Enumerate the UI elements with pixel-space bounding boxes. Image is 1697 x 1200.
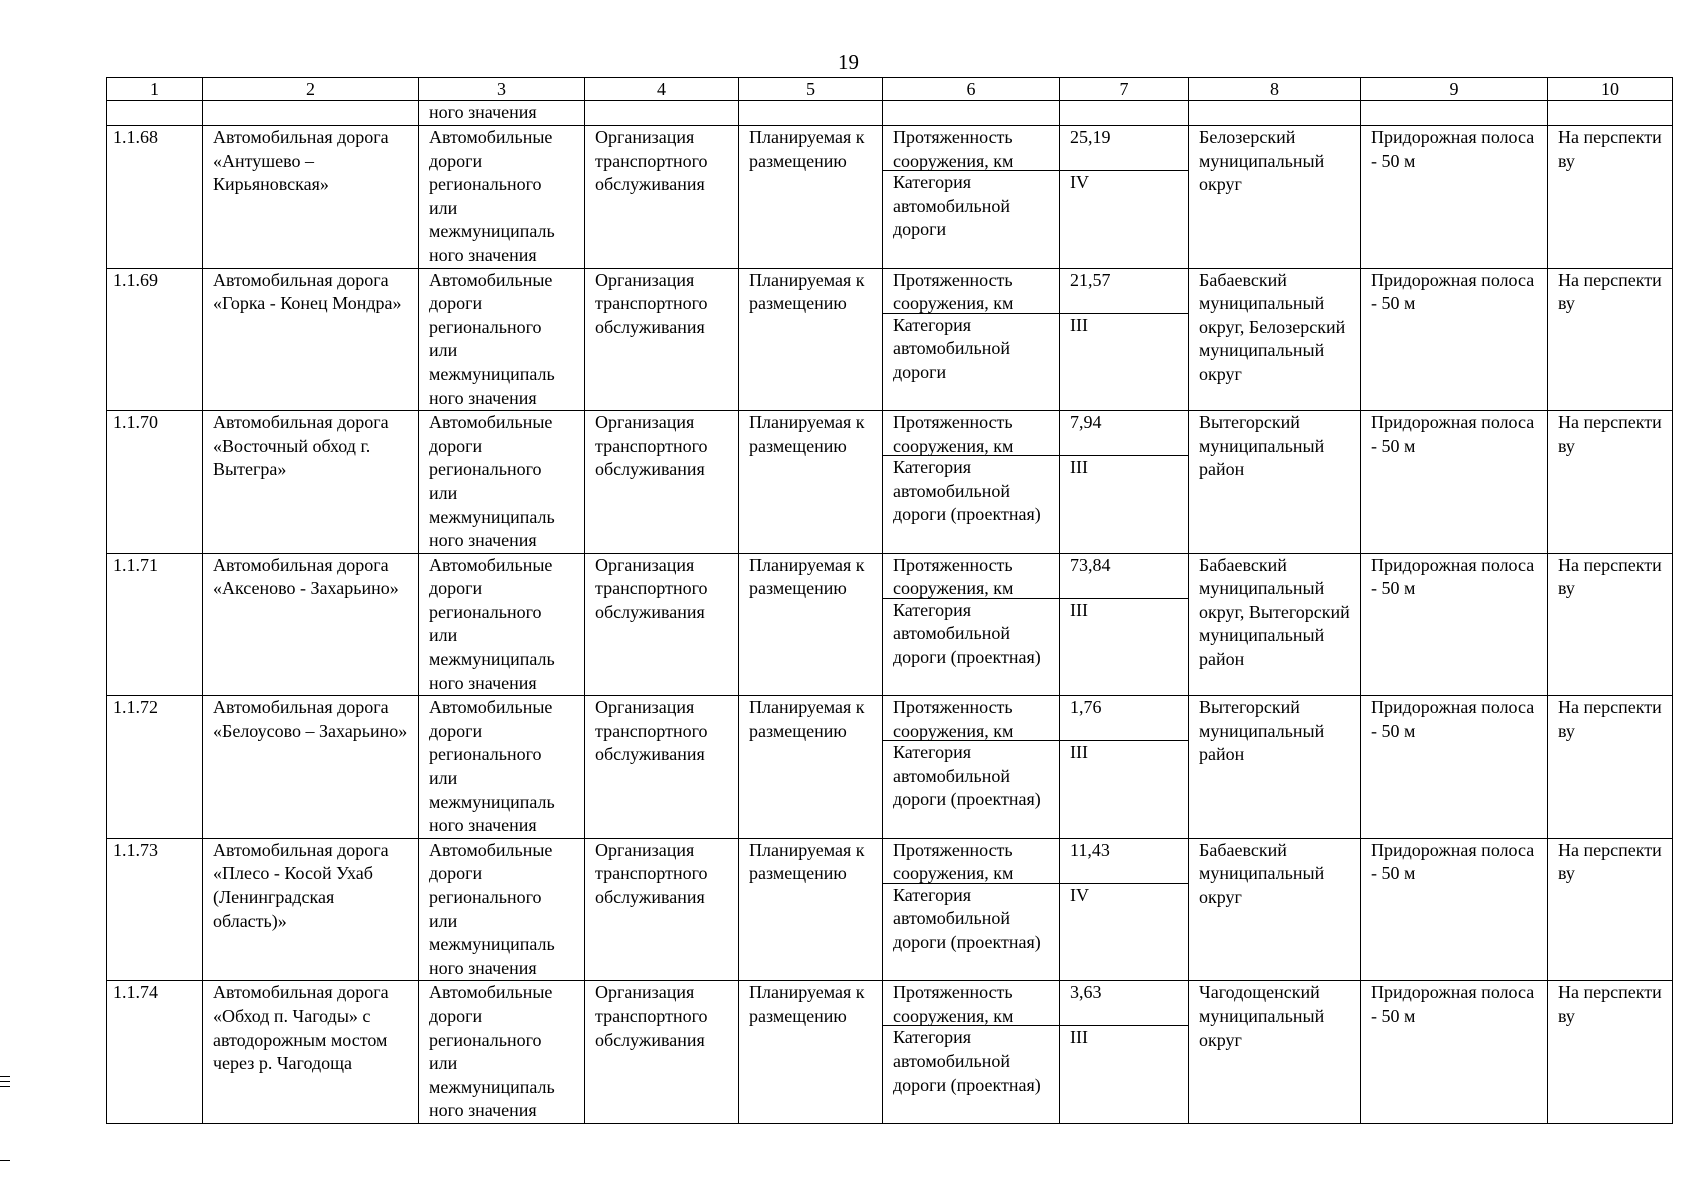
length-value: 7,94 [1060,411,1188,456]
category-value: III [1070,599,1088,620]
object-location: Белозерский муниципальный округ [1189,126,1361,269]
object-location: Чагодощенский муниципальный округ [1189,981,1361,1124]
char-length-label: Протяженность сооружения, км [883,696,1059,741]
object-status: Планируемая к размещению [739,981,883,1124]
char-category-label: Категория автомобильной дороги [893,314,1010,382]
category-value: III [1070,1027,1088,1048]
object-type: Автомобильные дороги регионального или межмуниципаль ного значения [419,981,585,1124]
object-type: Автомобильные дороги регионального или межмуниципаль ного значения [419,126,585,269]
table-row [107,268,1673,411]
header-cell: 6 [883,78,1060,101]
object-name: Автомобильная дорога «Белоусово – Захарьино» [203,696,419,839]
object-purpose: Организация транспортного обслуживания [585,411,739,554]
characteristics-cell [883,553,1060,696]
char-category-label: Категория автомобильной дороги (проектная) [893,1027,1041,1095]
object-type: Автомобильные дороги регионального или межмуниципаль ного значения [419,268,585,411]
object-name: Автомобильная дорога «Обход п. Чагоды» с автодорожным мостом через р. Чагодоща [203,981,419,1124]
char-length-label: Протяженность сооружения, км [883,126,1059,171]
header-cell: 3 [419,78,585,101]
char-category-label: Категория автомобильной дороги [893,172,1010,240]
char-category-label: Категория автомобильной дороги (проектная) [893,599,1041,667]
header-cell: 7 [1060,78,1189,101]
object-status: Планируемая к размещению [739,126,883,269]
row-id: 1.1.71 [107,553,203,696]
table-row [107,553,1673,696]
header-cell: 1 [107,78,203,101]
char-length-label: Протяженность сооружения, км [883,839,1059,884]
object-term: На перспекти ву [1548,553,1673,696]
object-type: Автомобильные дороги регионального или межмуниципаль ного значения [419,553,585,696]
continuation-row [107,101,1673,126]
object-term: На перспекти ву [1548,981,1673,1124]
length-value: 73,84 [1060,554,1188,599]
row-id: 1.1.72 [107,696,203,839]
row-id: 1.1.69 [107,268,203,411]
margin-mark [0,1076,10,1077]
object-zone: Придорожная полоса - 50 м [1361,981,1548,1124]
category-value: III [1070,314,1088,335]
char-length-label: Протяженность сооружения, км [883,554,1059,599]
row-id: 1.1.70 [107,411,203,554]
object-name: Автомобильная дорога «Аксеново - Захарьино» [203,553,419,696]
category-value: III [1070,742,1088,763]
values-cell [1060,696,1189,839]
object-zone: Придорожная полоса - 50 м [1361,553,1548,696]
object-zone: Придорожная полоса - 50 м [1361,268,1548,411]
length-value: 11,43 [1060,839,1188,884]
table-row [107,126,1673,269]
object-type: Автомобильные дороги регионального или межмуниципаль ного значения [419,838,585,981]
char-length-label: Протяженность сооружения, км [883,269,1059,314]
object-zone: Придорожная полоса - 50 м [1361,411,1548,554]
object-zone: Придорожная полоса - 50 м [1361,696,1548,839]
characteristics-cell [883,838,1060,981]
object-term: На перспекти ву [1548,696,1673,839]
values-cell [1060,268,1189,411]
object-location: Вытегорский муниципальный район [1189,411,1361,554]
object-location: Бабаевский муниципальный округ, Белозерский муниципальный округ [1189,268,1361,411]
char-category-label: Категория автомобильной дороги (проектная) [893,884,1041,952]
object-status: Планируемая к размещению [739,553,883,696]
object-status: Планируемая к размещению [739,696,883,839]
header-cell: 5 [739,78,883,101]
margin-mark [0,1086,10,1087]
table-row [107,838,1673,981]
object-purpose: Организация транспортного обслуживания [585,838,739,981]
characteristics-cell [883,268,1060,411]
object-name: Автомобильная дорога «Антушево – Кирьяновская» [203,126,419,269]
char-category-label: Категория автомобильной дороги (проектная) [893,457,1041,525]
table-row [107,696,1673,839]
char-length-label: Протяженность сооружения, км [883,981,1059,1026]
object-purpose: Организация транспортного обслуживания [585,696,739,839]
characteristics-cell [883,411,1060,554]
object-status: Планируемая к размещению [739,268,883,411]
object-purpose: Организация транспортного обслуживания [585,981,739,1124]
object-location: Бабаевский муниципальный округ, Вытегорский муниципальный район [1189,553,1361,696]
row-id: 1.1.73 [107,838,203,981]
object-type: Автомобильные дороги регионального или межмуниципаль ного значения [419,411,585,554]
object-location: Вытегорский муниципальный район [1189,696,1361,839]
header-cell: 10 [1548,78,1673,101]
registry-table [106,77,1673,1124]
category-value: III [1070,457,1088,478]
header-row [107,78,1673,101]
object-location: Бабаевский муниципальный округ [1189,838,1361,981]
values-cell [1060,126,1189,269]
object-name: Автомобильная дорога «Восточный обход г. Вытегра» [203,411,419,554]
table-row [107,411,1673,554]
length-value: 3,63 [1060,981,1188,1026]
length-value: 25,19 [1060,126,1188,171]
object-term: На перспекти ву [1548,838,1673,981]
header-cell: 2 [203,78,419,101]
header-cell: 9 [1361,78,1548,101]
char-category-label: Категория автомобильной дороги (проектная) [893,742,1041,810]
values-cell [1060,553,1189,696]
margin-mark [0,1160,10,1161]
values-cell [1060,411,1189,554]
object-term: На перспекти ву [1548,126,1673,269]
page-number: 19 [838,50,859,74]
length-value: 21,57 [1060,269,1188,314]
table-row [107,981,1673,1124]
object-type: Автомобильные дороги регионального или межмуниципаль ного значения [419,696,585,839]
category-value: IV [1070,884,1089,905]
object-status: Планируемая к размещению [739,838,883,981]
row-id: 1.1.68 [107,126,203,269]
object-name: Автомобильная дорога «Горка - Конец Мондра» [203,268,419,411]
continuation-text: ного значения [419,101,585,126]
length-value: 1,76 [1060,696,1188,741]
row-id: 1.1.74 [107,981,203,1124]
object-purpose: Организация транспортного обслуживания [585,553,739,696]
margin-mark [0,1081,10,1082]
char-length-label: Протяженность сооружения, км [883,411,1059,456]
object-status: Планируемая к размещению [739,411,883,554]
object-name: Автомобильная дорога «Плесо - Косой Ухаб (Ленинградская область)» [203,838,419,981]
object-purpose: Организация транспортного обслуживания [585,268,739,411]
object-zone: Придорожная полоса - 50 м [1361,838,1548,981]
characteristics-cell [883,696,1060,839]
values-cell [1060,981,1189,1124]
object-term: На перспекти ву [1548,411,1673,554]
category-value: IV [1070,172,1089,192]
characteristics-cell [883,126,1060,269]
values-cell [1060,838,1189,981]
object-purpose: Организация транспортного обслуживания [585,126,739,269]
header-cell: 8 [1189,78,1361,101]
object-zone: Придорожная полоса - 50 м [1361,126,1548,269]
characteristics-cell [883,981,1060,1124]
object-term: На перспекти ву [1548,268,1673,411]
header-cell: 4 [585,78,739,101]
